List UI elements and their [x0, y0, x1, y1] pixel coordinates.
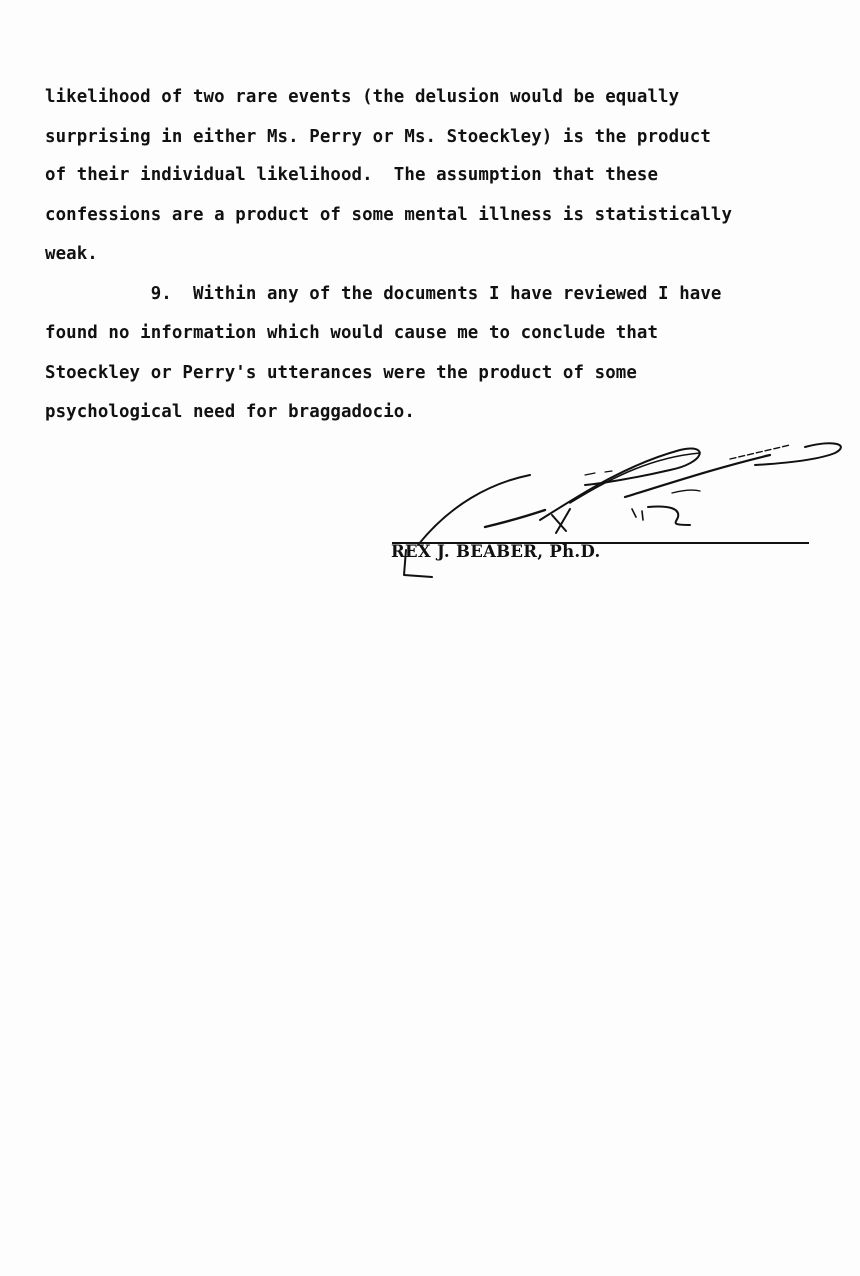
text-line: weak. [45, 244, 98, 264]
text-line: 9. Within any of the documents I have reviewed I have [45, 284, 722, 304]
text-line: of their individual likelihood. The assumption that these [45, 165, 659, 185]
signatory-name: REX J. BEABER, Ph.D. [391, 542, 601, 561]
text-line: found no information which would cause me to conclude that [45, 323, 659, 343]
text-line: Stoeckley or Perry's utterances were the product of some [45, 363, 637, 383]
text-line: confessions are a product of some mental illness is statistically [45, 205, 733, 225]
text-line: surprising in either Ms. Perry or Ms. Stoeckley) is the product [45, 127, 711, 147]
text-line: likelihood of two rare events (the delusion would be equally [45, 87, 680, 107]
handwritten-signature [380, 425, 850, 595]
text-line: psychological need for braggadocio. [45, 402, 415, 422]
